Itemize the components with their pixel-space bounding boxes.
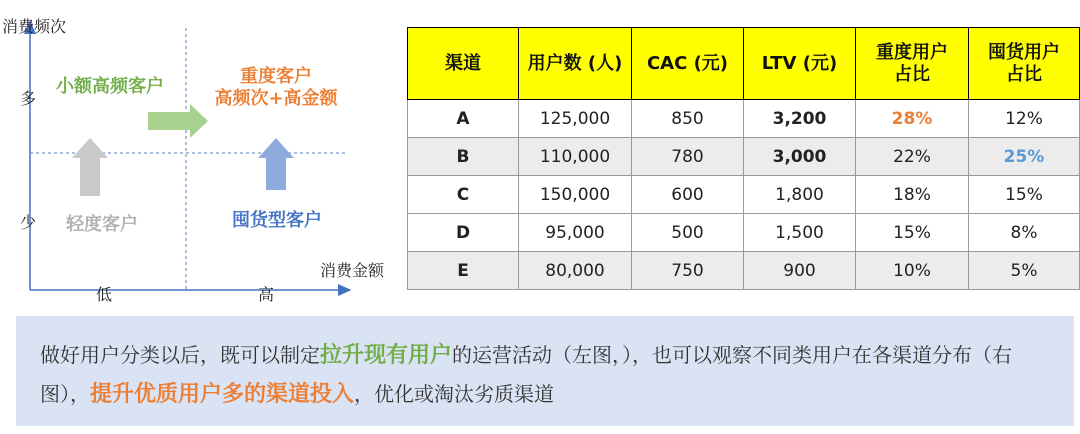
x-axis-label: 消费金额: [320, 261, 385, 280]
y-low-label: 少: [20, 213, 37, 232]
table-row: D 95,000 500 1,500 15% 8%: [408, 214, 1080, 252]
header-stock-share: 囤货用户 占比: [969, 28, 1080, 100]
header-users: 用户数 (人): [519, 28, 632, 100]
y-high-label: 多: [20, 89, 37, 108]
header-heavy-share: 重度用户 占比: [856, 28, 969, 100]
channel-table: [407, 27, 1080, 290]
quadrant-top-right-line2: 高频次+高金额: [214, 88, 338, 109]
x-high-label: 高: [258, 285, 275, 304]
quadrant-top-left-label: 小额高频客户: [56, 76, 164, 97]
quadrant-top-right-label: [206, 66, 346, 110]
table-row: E 80,000 750 900 10% 5%: [408, 252, 1080, 290]
summary-text-3: ，优化或淘汰劣质渠道: [354, 382, 555, 406]
summary-banner: [16, 316, 1074, 426]
table-row: C 150,000 600 1,800 18% 15%: [408, 176, 1080, 214]
table-row: B 110,000 780 3,000 22% 25%: [408, 138, 1080, 176]
summary-text-2: 的运营活动（左图，），也可以观察不同类用户在各渠道分布（右图），: [40, 343, 1013, 406]
header-cac: CAC (元): [632, 28, 744, 100]
summary-highlight-2: 提升优质用户多的渠道投入: [90, 382, 355, 407]
quadrant-bottom-left-label: 轻度客户: [66, 214, 138, 235]
up-arrow-blue-icon: [258, 138, 294, 190]
header-ltv: LTV (元): [744, 28, 856, 100]
header-channel: 渠道: [408, 28, 519, 100]
summary-text-1: 做好用户分类以后，既可以制定: [40, 343, 320, 367]
quadrant-bottom-right-label: 囤货型客户: [232, 210, 322, 231]
summary-highlight-1: 拉升现有用户: [320, 343, 453, 368]
x-low-label: 低: [96, 285, 113, 304]
table-header-row: [408, 28, 1080, 100]
up-arrow-gray-icon: [72, 138, 108, 196]
y-axis-label: 消费频次: [2, 17, 67, 36]
table-row: A 125,000 850 3,200 28% 12%: [408, 100, 1080, 138]
quadrant-top-right-line1: 重度客户: [240, 66, 312, 87]
right-arrow-icon: [148, 104, 208, 138]
